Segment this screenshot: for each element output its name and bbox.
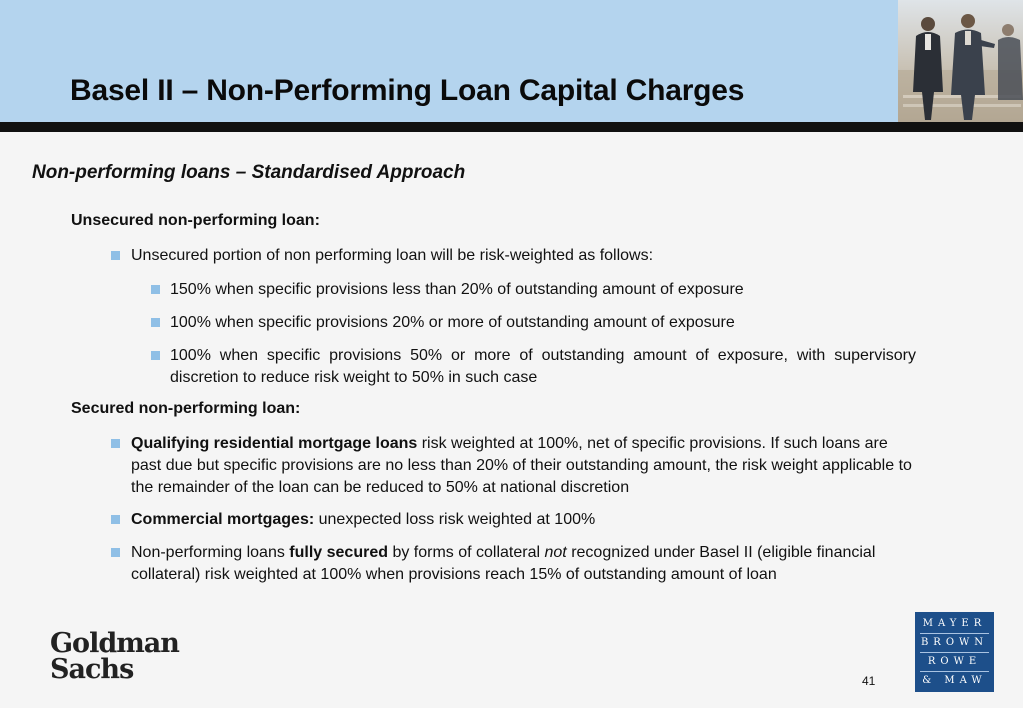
unsecured-item-100-20 (151, 312, 921, 334)
bullet-text (131, 433, 921, 499)
bullet-mid: by forms of collateral (388, 544, 545, 561)
logo-row: BROWN (920, 637, 989, 648)
bullet-rest: unexpected loss risk weighted at 100% (314, 511, 596, 528)
bullet-rest: risk weighted at 100%, net of specific provisions. If such loans are past due but specific provisions are no less than 20% of their outstanding amount, the risk weight applicable to the remainder of the loan can be reduced to 50% at national discretion (131, 435, 912, 496)
slide-title: Basel II – Non-Performing Loan Capital Charges (70, 74, 745, 107)
square-bullet-icon (111, 548, 120, 557)
bullet-text: 150% when specific provisions less than 20% of outstanding amount of exposure (170, 281, 744, 298)
unsecured-intro-bullet (111, 245, 921, 267)
logo-row: & MAW (922, 675, 987, 686)
square-bullet-icon (151, 351, 160, 360)
mayer-brown-rowe-maw-logo (915, 612, 994, 692)
logo-line-1: Goldman (50, 628, 179, 659)
bold-phrase: fully secured (289, 544, 388, 561)
business-people-photo (898, 0, 1023, 122)
square-bullet-icon (111, 439, 120, 448)
bullet-text: 100% when specific provisions 50% or more of outstanding amount of exposure, with supervisory discretion to reduce risk weight to 50% in such case (170, 347, 916, 386)
square-bullet-icon (151, 318, 160, 327)
unsecured-item-150 (151, 279, 921, 301)
italic-word: not (544, 544, 567, 561)
bold-lead: Commercial mortgages: (131, 511, 315, 528)
goldman-sachs-logo (50, 628, 179, 687)
unsecured-item-100-50 (151, 345, 921, 389)
logo-line-2: Sachs (50, 654, 134, 685)
bullet-rest: recognized under Basel II (eligible financial collateral) risk weighted at 100% when provisions reach 15% of outstanding amount of loan (131, 544, 876, 583)
bullet-text: Unsecured portion of non performing loan will be risk-weighted as follows: (131, 247, 654, 264)
unsecured-heading: Unsecured non-performing loan: (71, 212, 320, 229)
secured-item-fully-secured (111, 542, 921, 608)
secured-heading: Secured non-performing loan: (71, 400, 301, 417)
square-bullet-icon (151, 285, 160, 294)
bullet-text (131, 542, 921, 586)
page-number: 41 (862, 674, 876, 688)
logo-row: ROWE (927, 656, 982, 667)
secured-item-commercial (111, 509, 921, 531)
square-bullet-icon (111, 515, 120, 524)
logo-row: MAYER (922, 618, 987, 629)
header-rule (0, 122, 1023, 132)
secured-item-residential (111, 433, 921, 499)
square-bullet-icon (111, 251, 120, 260)
section-subtitle: Non-performing loans – Standardised Approach (32, 162, 466, 183)
bold-lead: Qualifying residential mortgage loans (131, 435, 418, 452)
bullet-text: 100% when specific provisions 20% or more of outstanding amount of exposure (170, 314, 735, 331)
bullet-pre: Non-performing loans (131, 544, 290, 561)
bullet-text (131, 509, 921, 531)
